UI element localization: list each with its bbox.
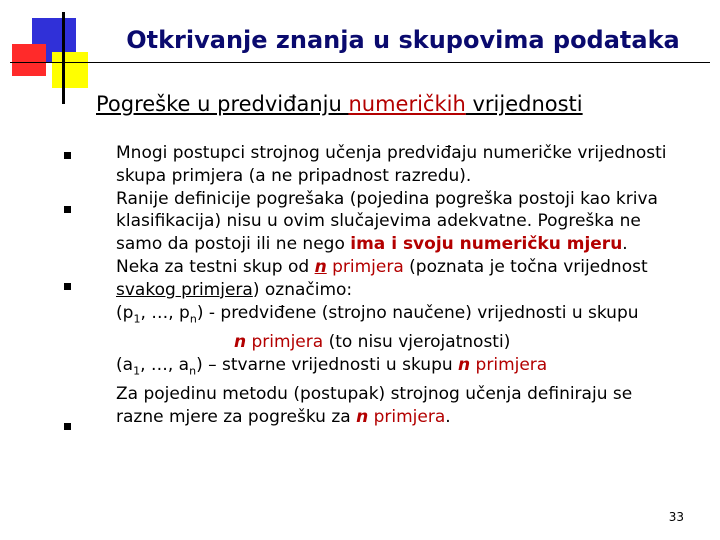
bullet-marker-1 xyxy=(64,152,71,159)
a-mid: , …, a xyxy=(140,354,190,375)
bullet3-line1-pre: Neka za testni skup od xyxy=(116,256,315,277)
a-subn: n xyxy=(189,363,197,377)
slide-body xyxy=(116,142,696,428)
bullet2-line3-pre: samo da postoji ili ne nego xyxy=(116,234,351,255)
p-close: ) - predviđene (strojno naučene) vrijednosti u skupu xyxy=(196,302,639,323)
p-sub1: 1 xyxy=(133,311,141,325)
bullet-marker-3 xyxy=(64,283,71,290)
bullet2-emphasis: ima i svoju numeričku mjeru xyxy=(350,234,623,255)
bullet4-line1: Za pojedinu metodu (postupak) strojnog učenja definiraju se xyxy=(116,383,633,404)
title-divider xyxy=(10,62,710,63)
bullet3-n-3: n xyxy=(458,354,471,375)
a-sub1: 1 xyxy=(133,363,141,377)
bullet3-line1-post: (poznata je točna vrijednost xyxy=(403,256,648,277)
a-open: (a xyxy=(116,354,134,375)
bullet1-line2: skupa primjera (a ne pripadnost razredu). xyxy=(116,165,472,186)
decor-yellow-square xyxy=(52,52,88,88)
decor-vertical-line xyxy=(62,12,65,104)
p-open: (p xyxy=(116,302,134,323)
bullet3-n-2: n xyxy=(234,331,247,352)
bullet4-line2-pre: razne mjere za pogrešku za xyxy=(116,406,357,427)
bullet3-line2-underlined: svakog primjera xyxy=(116,279,253,300)
bullet3-a-red: primjera xyxy=(470,354,548,375)
bullet2-line3-post: . xyxy=(622,234,628,255)
subtitle-part1: Pogreške u predviđanju xyxy=(96,92,349,116)
subtitle-part3: vrijednosti xyxy=(465,92,583,116)
bullet3-line4 xyxy=(116,331,696,354)
bullet2-line2: klasifikacija) nisu u ovim slučajevima adekvatne. Pogreška ne xyxy=(116,211,641,232)
bullet4-n: n xyxy=(356,406,369,427)
bullet-marker-4 xyxy=(64,423,71,430)
bullet1-line1: Mnogi postupci strojnog učenja predviđaju numeričke vrijednosti xyxy=(116,143,667,163)
bullet3-line4-post: (to nisu vjerojatnosti) xyxy=(323,331,511,352)
page-number: 33 xyxy=(668,510,684,524)
bullet3-predicted-line xyxy=(116,302,696,331)
bullet4-line2-post: . xyxy=(445,406,451,427)
bullet3-line2 xyxy=(116,279,696,302)
bullet3-line2-post: ) označimo: xyxy=(252,279,353,300)
a-close: ) – stvarne vrijednosti u skupu xyxy=(196,354,459,375)
bullet-marker-2 xyxy=(64,206,71,213)
bullet3-actual-line xyxy=(116,354,696,383)
bullet3-line1-red: primjera xyxy=(326,256,404,277)
slide-title: Otkrivanje znanja u skupovima podataka xyxy=(126,26,680,54)
p-mid: , …, p xyxy=(140,302,190,323)
slide-subtitle xyxy=(96,92,583,116)
decor-red-square xyxy=(12,44,46,76)
bullet3-line1 xyxy=(116,256,696,279)
bullet4-line2-red: primjera xyxy=(368,406,446,427)
bullet2-line1: Ranije definicije pogrešaka (pojedina pogreška postoji kao kriva xyxy=(116,188,658,209)
subtitle-part2: numeričkih xyxy=(348,92,466,116)
p-subn: n xyxy=(189,311,197,325)
bullet3-n: n xyxy=(314,256,327,277)
bullet3-line4-red: primjera xyxy=(246,331,324,352)
bullet4-line2 xyxy=(116,406,696,429)
bullet2-line3 xyxy=(116,233,696,256)
